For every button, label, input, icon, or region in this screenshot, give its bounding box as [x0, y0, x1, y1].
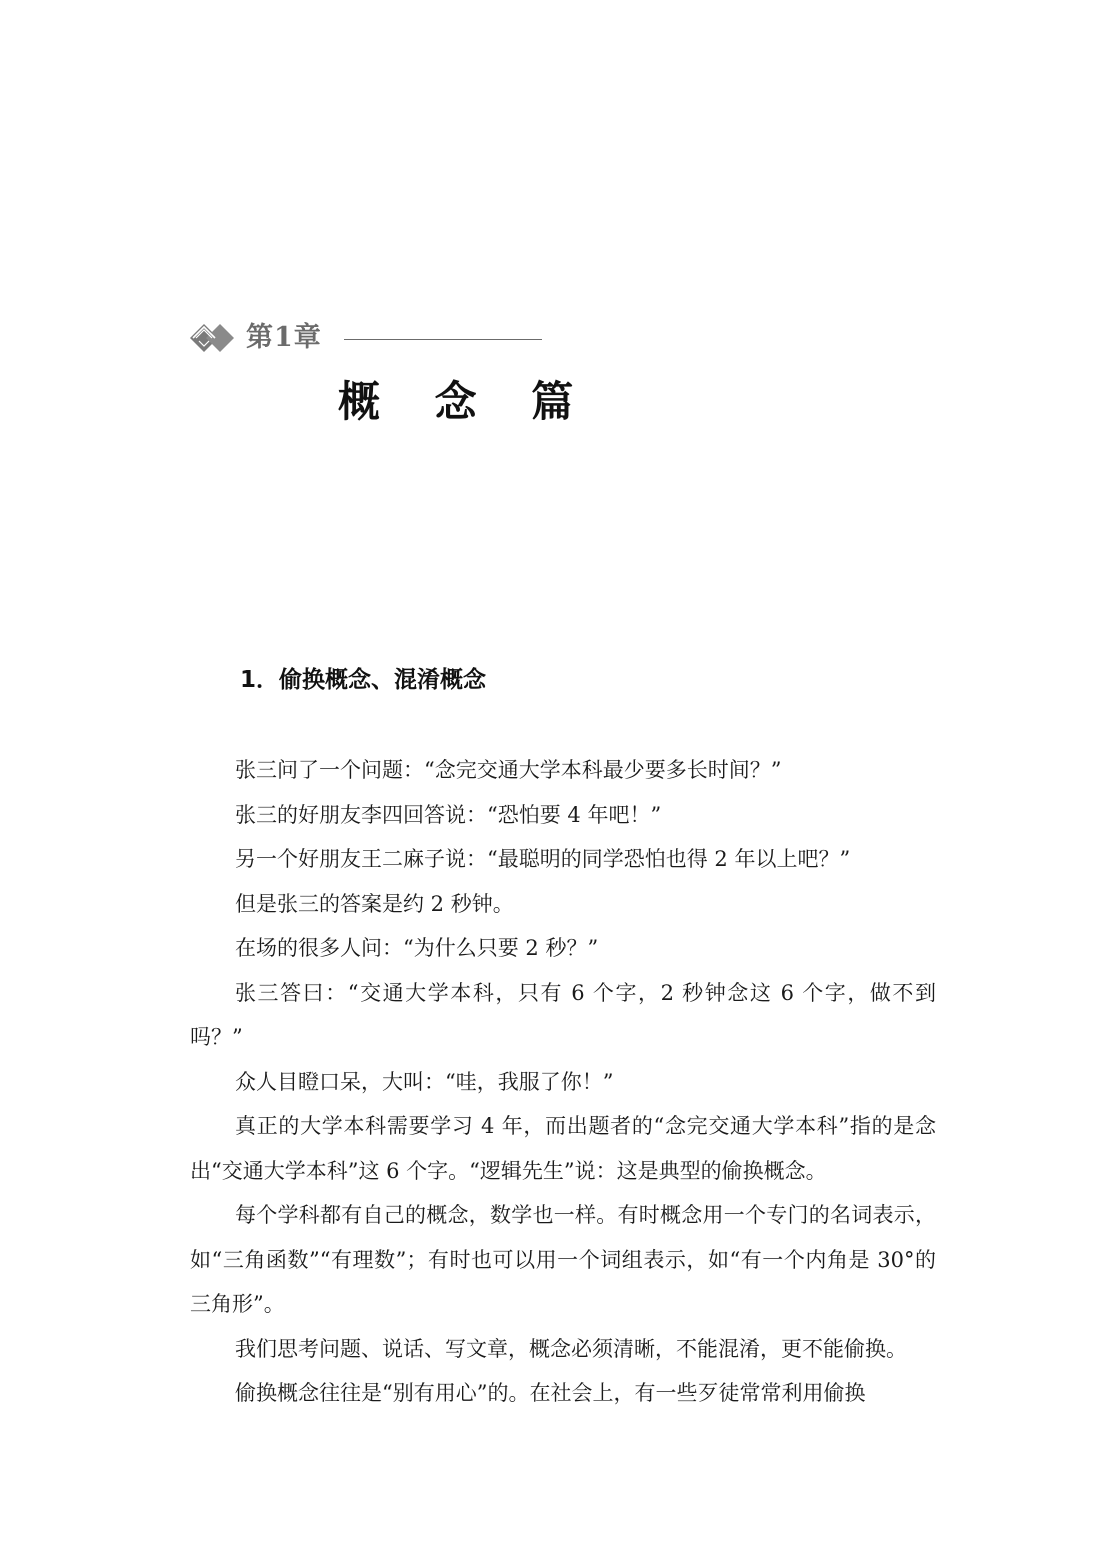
paragraph: 张三问了一个问题：“念完交通大学本科最少要多长时间？”	[235, 758, 782, 782]
paragraph: 真正的大学本科需要学习 4 年，而出题者的“念完交通大学本科”指的是念出“交通大学本科”这 6 个字。“逻辑先生”说：这是典型的偷换概念。	[190, 1114, 936, 1183]
chapter-rule-divider	[344, 339, 542, 340]
paragraph: 我们思考问题、说话、写文章，概念必须清晰，不能混淆，更不能偷换。	[235, 1336, 907, 1361]
chapter-label: 第1章	[246, 322, 322, 353]
paragraph: 众人目瞪口呆，大叫：“哇，我服了你！”	[235, 1069, 614, 1094]
paragraph: 每个学科都有自己的概念，数学也一样。有时概念用一个专门的名词表示，如“三角函数”“有理数”；有时也可以用一个词组表示，如“有一个内角是 30°的三角形”。	[190, 1203, 936, 1316]
body-text	[190, 748, 936, 1416]
paragraph: 张三的好朋友李四回答说：“恐怕要 4 年吧！”	[235, 802, 662, 827]
chapter-diamond-icon	[190, 318, 238, 358]
paragraph: 但是张三的答案是约 2 秒钟。	[235, 891, 514, 916]
paragraph: 张三答曰：“交通大学本科，只有 6 个字，2 秒钟念这 6 个字，做不到吗？”	[190, 980, 936, 1049]
paragraph: 另一个好朋友王二麻子说：“最聪明的同学恐怕也得 2 年以上吧？”	[235, 847, 851, 871]
chapter-title: 概 念 篇	[338, 377, 594, 426]
section-heading: 1．偷换概念、混淆概念	[240, 667, 487, 693]
paragraph: 在场的很多人问：“为什么只要 2 秒？”	[235, 936, 599, 960]
paragraph: 偷换概念往往是“别有用心”的。在社会上，有一些歹徒常常利用偷换	[235, 1381, 866, 1405]
